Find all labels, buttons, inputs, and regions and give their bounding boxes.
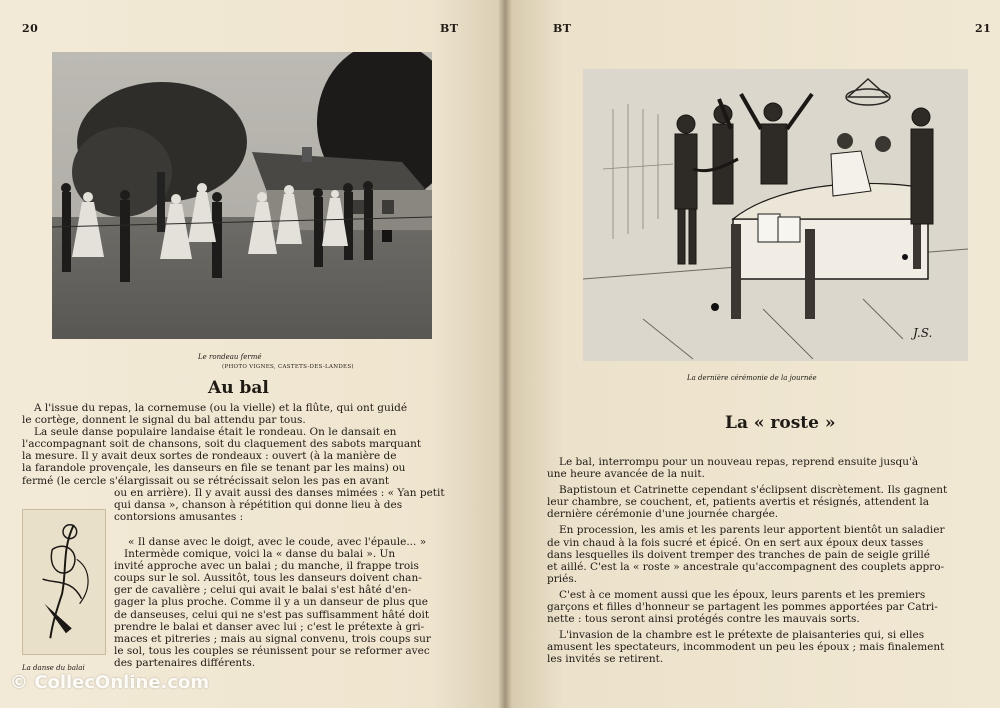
dance-photo (52, 52, 432, 339)
running-head-right: BT (553, 22, 572, 35)
text-line: des partenaires différents. (114, 656, 256, 669)
illustration-caption: La dernière cérémonie de la journée (687, 374, 817, 382)
text-line: garçons et filles d'honneur se partagent les pommes apportées par Catri- (547, 601, 938, 614)
text-line: L'invasion de la chambre est le prétexte de plaisanteries qui, si elles (559, 629, 925, 642)
text-line: dans lesquelles ils doivent tremper des tranches de pain de seigle grillé (547, 548, 930, 561)
text-line: ger de cavalière ; celui qui avait le balai s'est hâté d'en- (114, 584, 412, 597)
text-line: nette : tous seront ainsi protégés contre les mauvais sorts. (547, 613, 860, 626)
text-line: la farandole provençale, les danseurs en file se tenant par les mains) ou (22, 462, 406, 475)
page-number-left: 20 (22, 22, 39, 35)
text-line: les invités se retirent. (547, 653, 664, 666)
text-line: La seule danse populaire landaise était le rondeau. On le dansait en (34, 426, 397, 439)
text-line: En procession, les amis et les parents leur apportent bientôt un saladier (559, 524, 945, 537)
inset-caption: La danse du balai (22, 664, 85, 672)
text-line: gager la plus proche. Comme il y a un danseur de plus que (114, 596, 429, 609)
text-line: priés. (547, 572, 578, 585)
text-line: A l'issue du repas, la cornemuse (ou la vielle) et la flûte, qui ont guidé (34, 402, 408, 414)
text-line: de danseuses, celui qui ne s'est pas suffisamment hâté doit (114, 608, 430, 621)
text-line: invité approche avec un balai ; du manche, il frappe trois (114, 560, 419, 573)
text-line: qui dansa », chanson à répétition qui donne lieu à des (114, 498, 403, 511)
text-line: ou en arrière). Il y avait aussi des danses mimées : « Yan petit (114, 486, 445, 499)
text-line: l'accompagnant soit de chansons, soit du claquement des sabots marquant (22, 438, 422, 451)
text-line: de vin chaud à la fois sucré et épicé. On en sert aux époux deux tasses (547, 536, 924, 549)
watermark: © CollecOnline.com (10, 672, 210, 693)
text-line: maces et pitreries ; mais au signal convenu, trois coups sur (114, 632, 431, 645)
bedroom-illustration (583, 69, 968, 361)
text-line: « Il danse avec le doigt, avec le coude, avec l'épaule... » (128, 536, 427, 548)
text-line: le sol, tous les couples se réunissent pour se reformer avec (114, 644, 430, 657)
au-bal-text-wrapped (114, 536, 459, 669)
section-title-au-bal: Au bal (208, 378, 269, 398)
text-line: amusent les spectateurs, incommodent un peu les époux ; mais finalement (547, 641, 945, 654)
text-line: coups sur le sol. Aussitôt, tous les danseurs doivent chan- (114, 572, 422, 585)
text-line: prendre le balai et danser avec lui ; c'est le prétexte à gri- (114, 620, 425, 633)
text-line: une heure avancée de la nuit. (547, 468, 705, 481)
text-line: dernière cérémonie d'une journée chargée. (547, 508, 779, 521)
book-gutter (498, 0, 512, 708)
text-line: le cortège, donnent le signal du bal attendu par tous. (22, 414, 306, 427)
la-roste-text (547, 456, 967, 666)
running-head-left: BT (440, 22, 459, 35)
page-number-right: 21 (975, 22, 992, 35)
au-bal-text-full-width (22, 402, 462, 523)
illustration-signature: J.S. (913, 326, 933, 340)
text-line: et aillé. C'est la « roste » ancestrale qu'accompagnent des couplets appro- (547, 560, 945, 573)
text-line: la mesure. Il y avait deux sortes de rondeaux : ouvert (à la manière de (22, 450, 397, 463)
photo-caption: Le rondeau fermé (198, 353, 262, 361)
text-line: Intermède comique, voici la « danse du balai ». Un (124, 548, 396, 561)
text-line: C'est à ce moment aussi que les époux, leurs parents et les premiers (559, 588, 926, 601)
right-page (505, 0, 1000, 708)
text-line: leur chambre, se couchent, et, patients avertis et résignés, attendent la (547, 496, 929, 509)
text-line: Le bal, interrompu pour un nouveau repas, reprend ensuite jusqu'à (559, 456, 919, 468)
section-title-la-roste: La « roste » (725, 413, 836, 433)
broom-dance-drawing (22, 509, 106, 655)
text-line: contorsions amusantes : (114, 510, 244, 523)
text-line: fermé (le cercle s'élargissait ou se rétrécissait selon les pas en avant (22, 474, 390, 487)
text-line: Baptistoun et Catrinette cependant s'éclipsent discrètement. Ils gagnent (559, 484, 948, 497)
photo-credit: (PHOTO VIGNES, CASTETS-DES-LANDES) (222, 364, 354, 370)
